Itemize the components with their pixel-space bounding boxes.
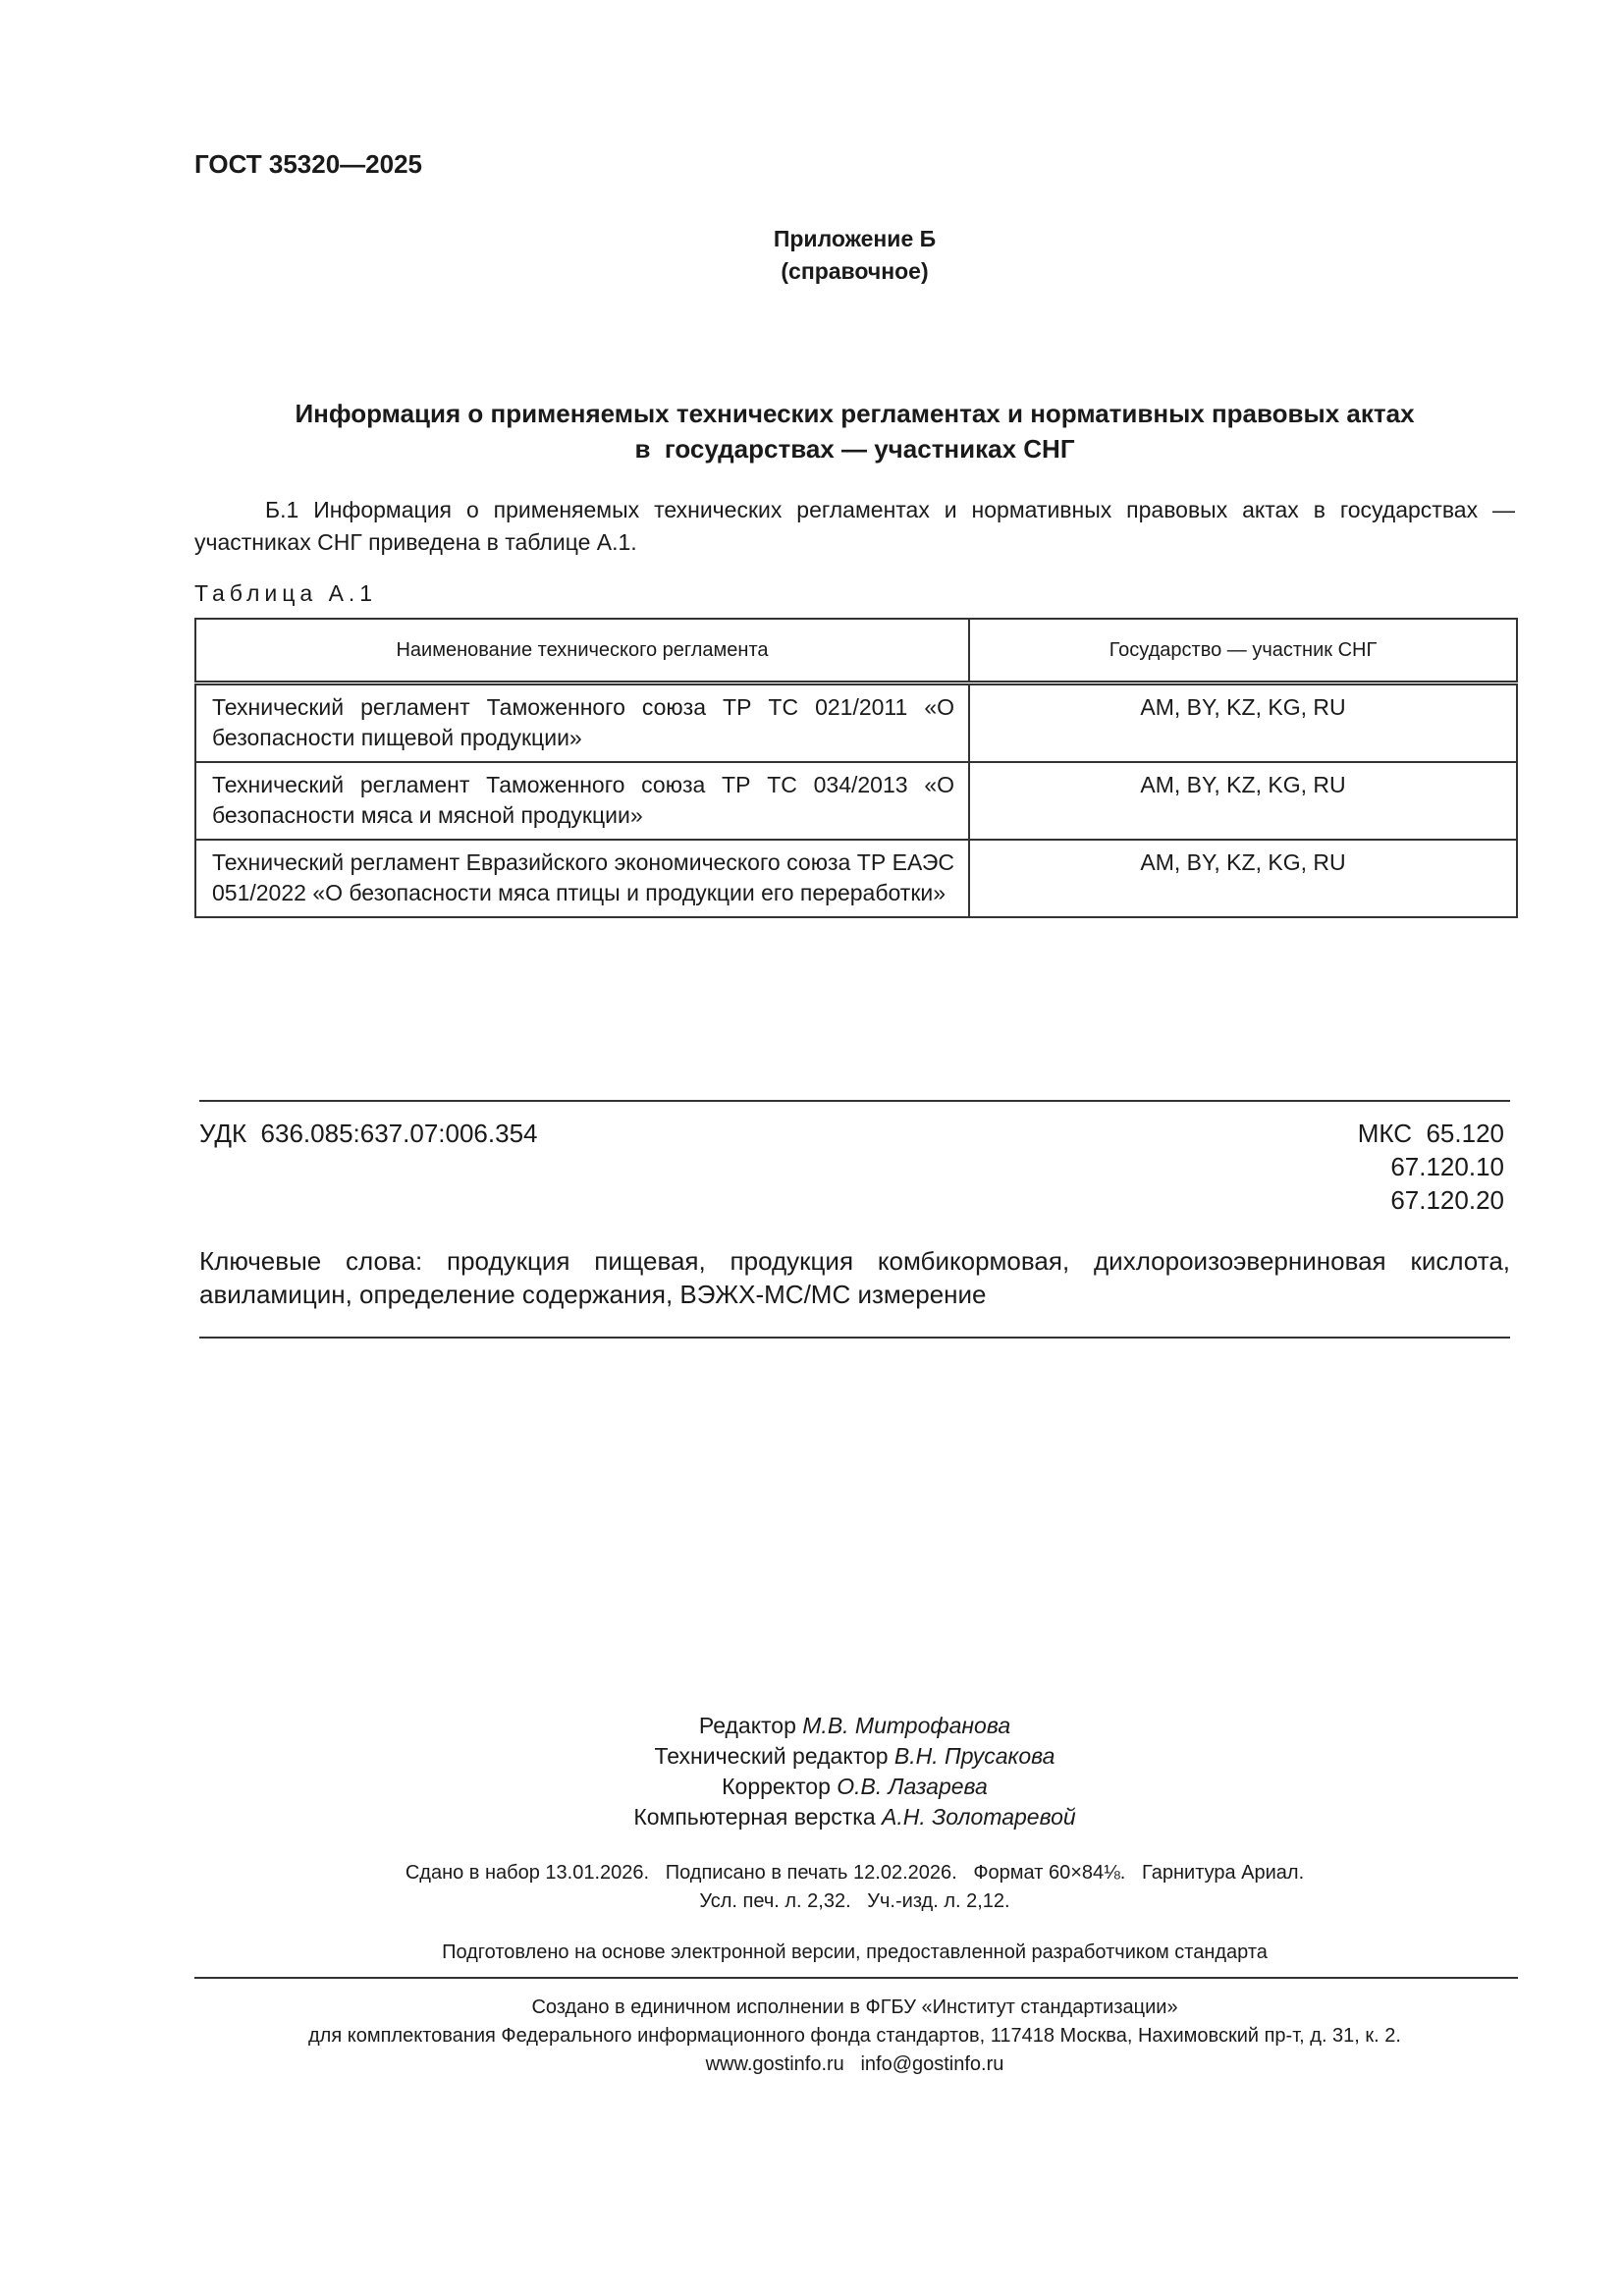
regulation-name: Технический регламент Евразийского экономического союза ТР ЕАЭС 051/2022 «О безопасности мяса птицы и продукции его переработки»: [195, 840, 969, 917]
credit-layout: [194, 1802, 1515, 1832]
member-states: AM, BY, KZ, KG, RU: [969, 683, 1517, 763]
divider-top: [199, 1100, 1510, 1102]
appendix-type: (справочное): [781, 258, 929, 284]
prepared-note: Подготовлено на основе электронной версии, предоставленной разработчиком стандарта: [442, 1941, 1268, 1963]
regulation-name: Технический регламент Таможенного союза ТР ТС 021/2011 «О безопасности пищевой продукции»: [195, 683, 969, 763]
credit-role: Компьютерная верстка: [633, 1804, 876, 1830]
print-info: [194, 1859, 1515, 1916]
appendix-name: Приложение Б: [773, 226, 937, 251]
udk-code: УДК 636.085:637.07:006.354: [199, 1119, 538, 1148]
section-title-line1: Информация о применяемых технических регламентах и нормативных правовых актах: [295, 399, 1415, 428]
print-info-line2: Усл. печ. л. 2,32. Уч.-изд. л. 2,12.: [699, 1890, 1010, 1912]
divider-keywords: [199, 1337, 1510, 1339]
regulation-name: Технический регламент Таможенного союза ТР ТС 034/2013 «О безопасности мяса и мясной продукции»: [195, 762, 969, 840]
credit-role: Корректор: [722, 1774, 831, 1799]
mks-codes: [1358, 1117, 1504, 1217]
table-caption: Таблица А.1: [194, 580, 378, 606]
print-info-line1: Сдано в набор 13.01.2026. Подписано в печать 12.02.2026. Формат 60×84⅛. Гарнитура Ариал.: [405, 1862, 1305, 1884]
table-row: [195, 840, 1517, 917]
section-title-line2: в государствах — участниках СНГ: [634, 434, 1075, 464]
publisher-contacts: www.gostinfo.ru info@gostinfo.ru: [705, 2053, 1004, 2075]
header-member-state: Государство — участник СНГ: [969, 619, 1517, 683]
credit-editor: [194, 1711, 1515, 1741]
regulations-table: [194, 618, 1518, 918]
mks-code: МКС 65.120: [1357, 1119, 1504, 1148]
publisher-line1: Создано в единичном исполнении в ФГБУ «Институт стандартизации»: [531, 1996, 1178, 2018]
publisher-info: [194, 1994, 1515, 2079]
table-row: [195, 683, 1517, 763]
intro-paragraph: Б.1 Информация о применяемых технических регламентах и нормативных правовых актах в государствах — участниках СНГ приведена в таблице А.1.: [194, 497, 1515, 555]
document-code: ГОСТ 35320—2025: [194, 149, 422, 179]
credit-tech-editor: [194, 1741, 1515, 1772]
credit-proofreader: [194, 1772, 1515, 1802]
table-row: [195, 762, 1517, 840]
credit-person: М.В. Митрофанова: [802, 1713, 1011, 1738]
credit-person: О.В. Лазарева: [837, 1774, 988, 1799]
section-title: [194, 396, 1515, 466]
member-states: AM, BY, KZ, KG, RU: [969, 762, 1517, 840]
credit-person: А.Н. Золотаревой: [882, 1804, 1076, 1830]
divider-bottom: [194, 1977, 1518, 1979]
credit-person: В.Н. Прусакова: [893, 1743, 1055, 1769]
mks-code: 67.120.20: [1390, 1185, 1504, 1215]
credit-role: Редактор: [698, 1713, 796, 1738]
table-header-row: [195, 619, 1517, 683]
member-states: AM, BY, KZ, KG, RU: [969, 840, 1517, 917]
mks-code: 67.120.10: [1390, 1152, 1504, 1181]
credit-role: Технический редактор: [654, 1743, 889, 1769]
keywords: Ключевые слова: продукция пищевая, продукция комбикормовая, дихлороизоэверниновая кислота, авиламицин, определение содержания, ВЭЖХ-МС/МС измерение: [199, 1246, 1510, 1309]
publisher-line2: для комплектования Федерального информационного фонда стандартов, 117418 Москва, Нахимовский пр-т, д. 31, к. 2.: [308, 2025, 1401, 2047]
header-regulation-name: Наименование технического регламента: [195, 619, 969, 683]
credits: [194, 1711, 1515, 1832]
